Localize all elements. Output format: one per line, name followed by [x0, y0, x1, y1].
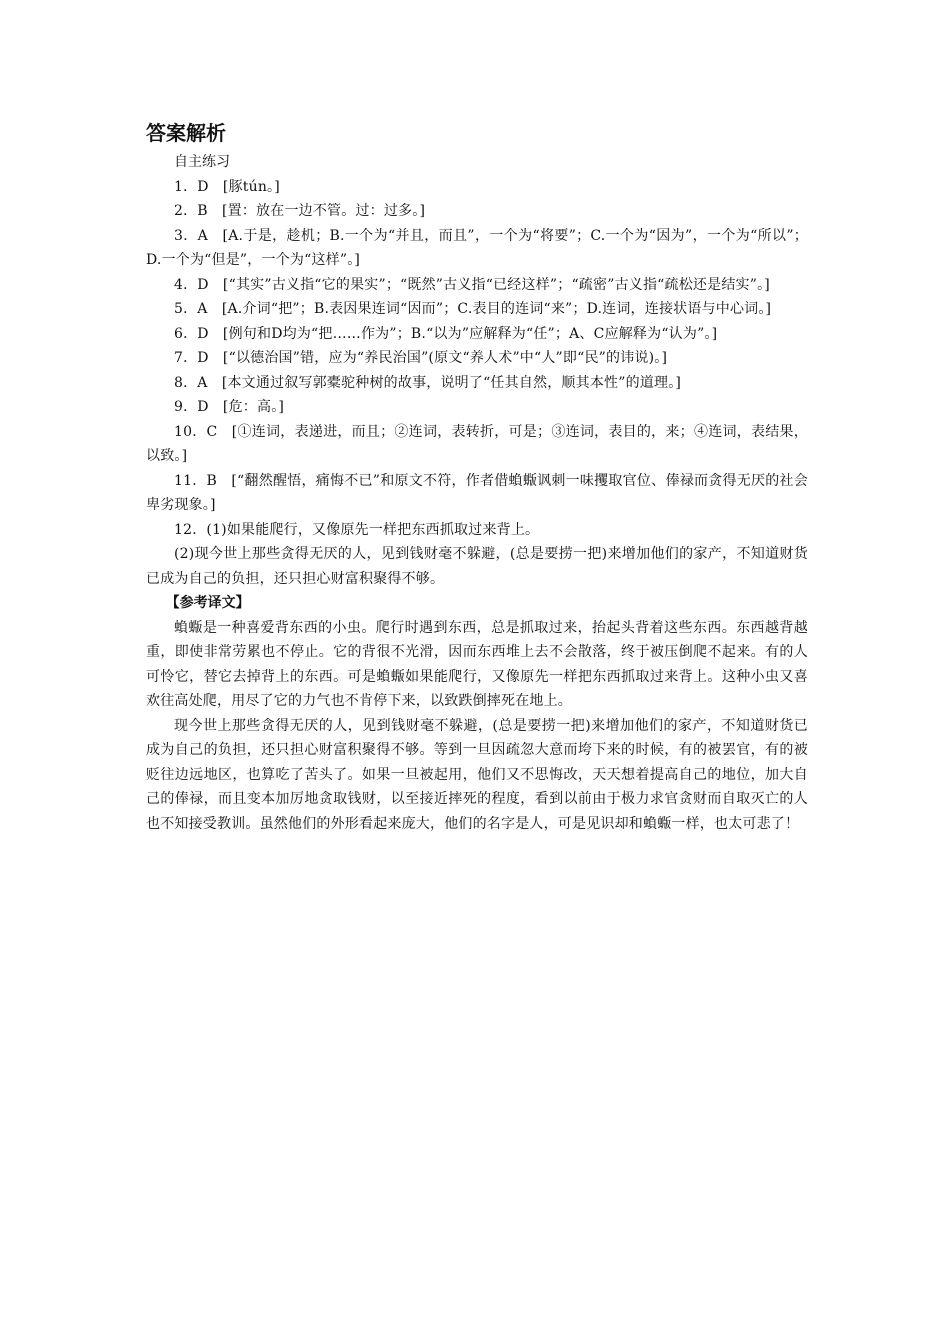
answer-5: 5．A [A.介词“把”；B.表因果连词“因而”；C.表目的连词“来”；D.连词，连接状语与中心词。] — [174, 301, 772, 317]
answer-11: 11．B [“翻然醒悟，痛悔不已”和原文不符，作者借蝜蝂讽刺一味攫取官位、俸禄而贪得无厌的社会卑劣现象。] — [146, 472, 808, 513]
reference-translation-heading: 【参考译文】 — [165, 595, 250, 611]
answer-4: 4．D [“其实”古义指“它的果实”；“既然”古义指“已经这样”；“疏密”古义指“疏松还是结实”。] — [174, 276, 770, 293]
answer-10: 10．C [①连词，表递进，而且；②连词，表转折，可是；③连词，表目的，来；④连词，表结果，以致。] — [146, 423, 808, 464]
reference-paragraph-1: 蝜蝂是一种喜爱背东西的小虫。爬行时遇到东西，总是抓取过来，抬起头背着这些东西。东西越背越重，即使非常劳累也不停止。它的背很不光滑，因而东西堆上去不会散落，终于被压倒爬不起来。有的人可怜它，替它去掉背上的东西。可是蝜蝂如果能爬行，又像原先一样把东西抓取过来背上。这种小虫又喜欢往高处爬，用尽了它的力气也不肯停下来，以致跌倒摔死在地上。 — [146, 619, 808, 709]
answer-1: 1．D [豚tún。] — [174, 178, 280, 195]
section-label: 自主练习 — [174, 154, 230, 170]
answer-6: 6．D [例句和D均为“把……作为”；B.“以为”应解释为“任”；A、C应解释为“认为”。] — [174, 325, 718, 342]
reference-paragraph-2: 现今世上那些贪得无厌的人，见到钱财毫不躲避，(总是要捞一把)来增加他们的家产，不知道财货已成为自己的负担，还只担心财富积聚得不够。等到一旦因疏忽大意而垮下来的时候，有的被罢官，有的被贬往边远地区，也算吃了苦头了。如果一旦被起用，他们又不思悔改，天天想着提高自己的地位，加大自己的俸禄，而且变本加厉地贪取钱财，以至接近摔死的程度，看到以前由于极力求官贪财而自取灭亡的人也不知接受教训。虽然他们的外形看起来庞大，他们的名字是人，可是见识却和蝜蝂一样，也太可悲了！ — [146, 717, 808, 832]
answer-7: 7．D [“以德治国”错，应为“养民治国”(原文“养人术”中“人”即“民”的讳说)。] — [174, 350, 668, 366]
answer-12-part-2: (2)现今世上那些贪得无厌的人，见到钱财毫不躲避，(总是要捞一把)来增加他们的家产，不知道财货已成为自己的负担，还只担心财富积聚得不够。 — [146, 546, 808, 587]
answer-3: 3．A [A.于是，趁机；B.一个为“并且，而且”，一个为“将要”；C.一个为“因为”，一个为“所以”；D.一个为“但是”，一个为“这样”。] — [146, 227, 808, 268]
document-page — [146, 118, 808, 836]
answer-2: 2．B [置：放在一边不管。过：过多。] — [174, 203, 426, 219]
answer-8: 8．A [本文通过叙写郭橐驼种树的故事，说明了“任其自然，顺其本性”的道理。] — [174, 374, 682, 391]
page-title: 答案解析 — [146, 121, 226, 145]
answer-12-part-1: 12．(1)如果能爬行，又像原先一样把东西抓取过来背上。 — [174, 521, 540, 538]
answer-9: 9．D [危：高。] — [174, 399, 285, 415]
